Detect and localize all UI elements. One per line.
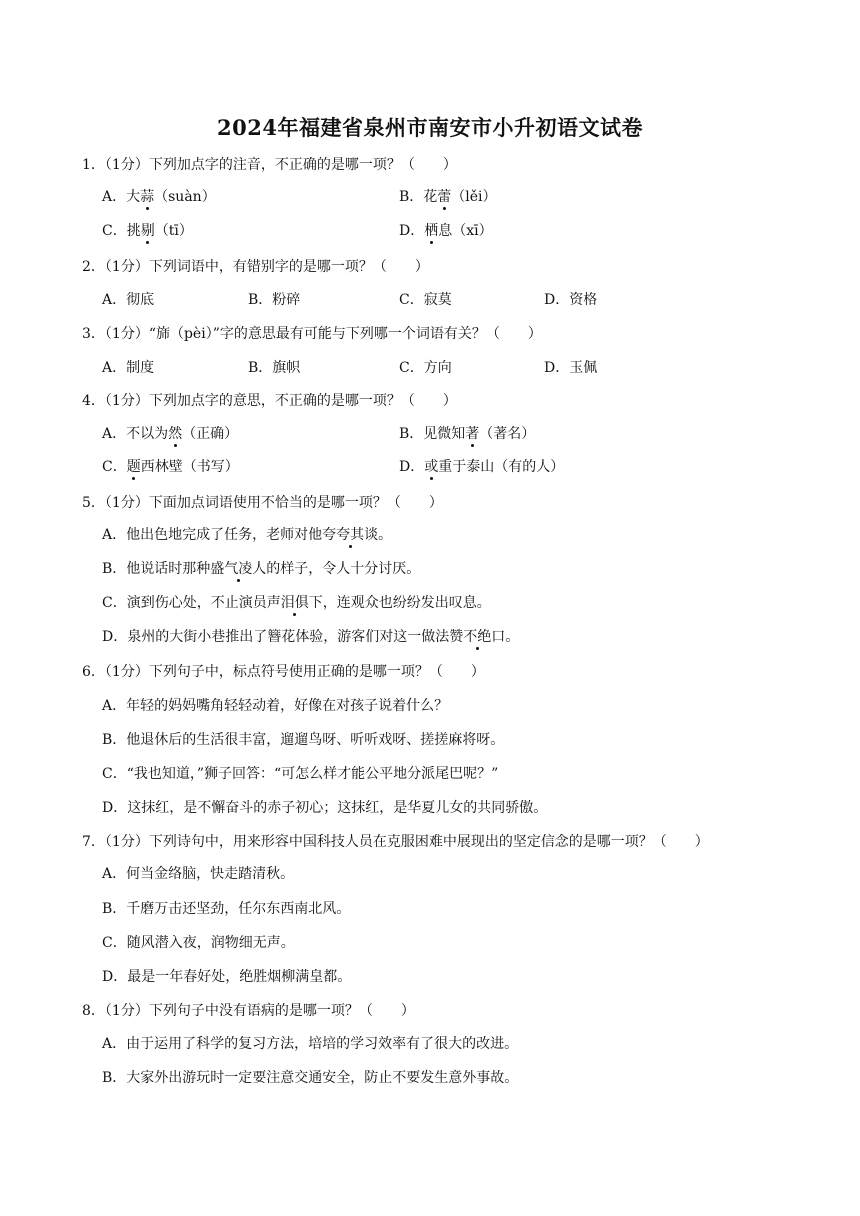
- question-1-option-a: A．大蒜（suàn）: [102, 189, 216, 205]
- question-8-stem: 8．（1分）下列句子中没有语病的是哪一项？（ ）: [82, 1003, 415, 1019]
- question-5-stem: 5．（1分）下面加点词语使用不恰当的是哪一项？（ ）: [82, 495, 443, 511]
- emphasis-mark: 或: [424, 459, 439, 475]
- question-4-stem: 4．（1分）下列加点字的意思，不正确的是哪一项？（ ）: [82, 393, 457, 409]
- question-4-option-b: B．见微知著（著名）: [399, 426, 536, 442]
- emphasis-mark: 赞不绝口: [449, 629, 506, 645]
- emphasis-mark: 声泪俱下: [266, 595, 323, 611]
- emphasis-mark: 蕾: [437, 189, 452, 205]
- emphasis-mark: 栖: [424, 223, 439, 239]
- question-4-option-d: D．或重于泰山（有的人）: [399, 459, 565, 475]
- question-6-stem: 6．（1分）下列句子中，标点符号使用正确的是哪一项？（ ）: [82, 664, 485, 680]
- question-4-option-a: A．不以为然（正确）: [102, 426, 239, 442]
- emphasis-mark: 著: [465, 426, 480, 442]
- question-1-stem: 1．（1分）下列加点字的注音，不正确的是哪一项？（ ）: [82, 157, 457, 173]
- question-2-option-d: D．资格: [544, 292, 598, 308]
- question-5-option-a: A．他出色地完成了任务，老师对他夸夸其谈。: [102, 527, 393, 543]
- question-3-option-c: C．方向: [399, 360, 452, 376]
- question-7-stem: 7．（1分）下列诗句中，用来形容中国科技人员在克服困难中展现出的坚定信念的是哪一项？（ ）: [82, 834, 709, 850]
- question-7-option-a: A．何当金络脑，快走踏清秋。: [102, 866, 295, 882]
- emphasis-mark: 夸夸其谈: [322, 527, 379, 543]
- question-6-option-c: C．“我也知道，”狮子回答：“可怎么样才能公平地分派尾巴呢？”: [102, 766, 499, 782]
- question-6-option-b: B．他退休后的生活很丰富，遛遛鸟呀、听听戏呀、搓搓麻将呀。: [102, 732, 505, 748]
- question-7-option-c: C．随风潜入夜，润物细无声。: [102, 935, 295, 951]
- question-8-option-a: A．由于运用了科学的复习方法，培培的学习效率有了很大的改进。: [102, 1036, 519, 1052]
- question-2-option-b: B．粉碎: [248, 292, 301, 308]
- question-3-option-d: D．玉佩: [544, 360, 598, 376]
- question-1-option-c: C．挑剔（tī）: [102, 223, 193, 239]
- question-2-option-c: C．寂莫: [399, 292, 452, 308]
- emphasis-mark: 盛气凌人: [210, 561, 267, 577]
- question-7-option-d: D．最是一年春好处，绝胜烟柳满皇都。: [102, 969, 352, 985]
- question-6-option-d: D．这抹红，是不懈奋斗的赤子初心；这抹红，是华夏儿女的共同骄傲。: [102, 800, 548, 816]
- page-title: 2024年福建省泉州市南安市小升初语文试卷: [217, 115, 643, 140]
- question-5-option-d: D．泉州的大街小巷推出了簪花体验，游客们对这一做法赞不绝口。: [102, 629, 520, 645]
- question-3-option-b: B．旗帜: [248, 360, 301, 376]
- question-5-option-c: C．演到伤心处，不止演员声泪俱下，连观众也纷纷发出叹息。: [102, 595, 491, 611]
- question-3-stem: 3．（1分）“旆（pèi）”字的意思最有可能与下列哪一个词语有关？（ ）: [82, 326, 542, 342]
- question-8-option-b: B．大家外出游玩时一定要注意交通安全，防止不要发生意外事故。: [102, 1070, 519, 1086]
- emphasis-mark: 然: [168, 426, 183, 442]
- question-5-option-b: B．他说话时那种盛气凌人的样子，令人十分讨厌。: [102, 561, 421, 577]
- question-1-option-b: B．花蕾（lěi）: [399, 189, 497, 205]
- emphasis-mark: 剔: [140, 223, 155, 239]
- question-3-option-a: A．制度: [102, 360, 155, 376]
- question-4-option-c: C．题西林壁（书写）: [102, 459, 239, 475]
- question-2-option-a: A．彻底: [102, 292, 155, 308]
- question-7-option-b: B．千磨万击还坚劲，任尔东西南北风。: [102, 901, 351, 917]
- question-1-option-d: D．栖息（xī）: [399, 223, 493, 239]
- question-2-stem: 2．（1分）下列词语中，有错别字的是哪一项？（ ）: [82, 259, 429, 275]
- question-6-option-a: A．年轻的妈妈嘴角轻轻动着，好像在对孩子说着什么？: [102, 698, 449, 714]
- emphasis-mark: 蒜: [140, 189, 155, 205]
- emphasis-mark: 题: [126, 459, 141, 475]
